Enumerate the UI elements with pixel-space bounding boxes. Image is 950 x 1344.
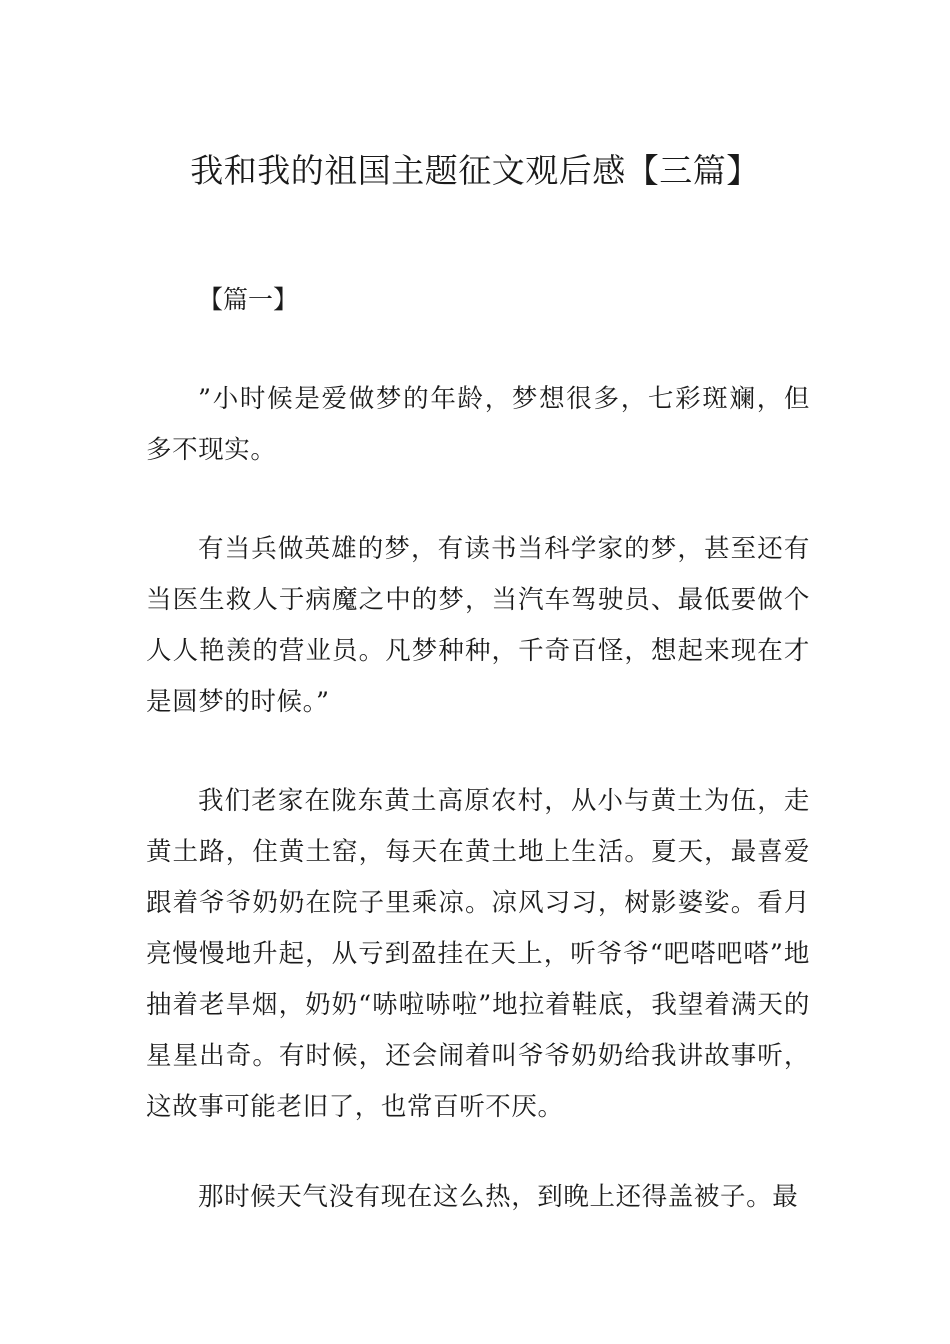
paragraph-2: 有当兵做英雄的梦，有读书当科学家的梦，甚至还有当医生救人于病魔之中的梦，当汽车驾驶员、最低要做个人人艳羡的营业员。凡梦种种，千奇百怪，想起来现在才是圆梦的时候。” [146,534,810,717]
paragraph-4: 那时候天气没有现在这么热，到晚上还得盖被子。最 [198,1182,799,1212]
paragraph-3: 我们老家在陇东黄土高原农村，从小与黄土为伍，走黄土路，住黄土窑，每天在黄土地上生活。夏天，最喜爱跟着爷爷奶奶在院子里乘凉。凉风习习，树影婆娑。看月亮慢慢地升起，从亏到盈挂在天上，听爷爷“吧嗒吧嗒”地抽着老旱烟，奶奶“哧啦哧啦”地拉着鞋底，我望着满天的星星出奇。有时候，还会闹着叫爷爷奶奶给我讲故事听，这故事可能老旧了，也常百听不厌。 [146,786,810,1122]
section-label: 【篇一】 [198,285,299,314]
paragraph-1: ”小时候是爱做梦的年龄，梦想很多，七彩斑斓，但多不现实。 [146,384,810,465]
document-title: 我和我的祖国主题征文观后感【三篇】 [190,151,760,191]
